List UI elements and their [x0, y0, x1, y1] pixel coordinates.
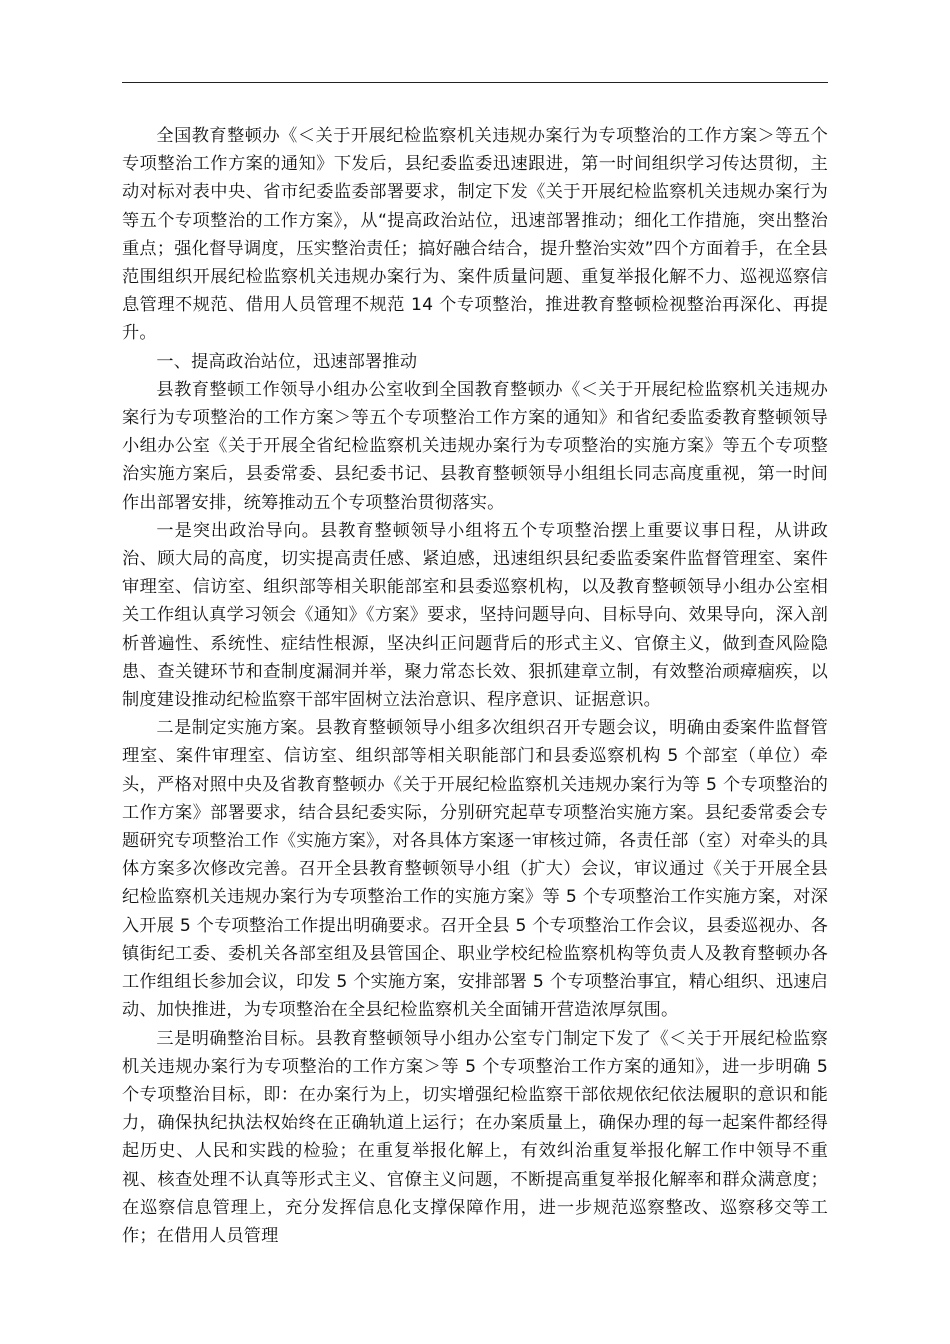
- document-body: [122, 122, 828, 1250]
- paragraph-notice-received: 县教育整顿工作领导小组办公室收到全国教育整顿办《＜关于开展纪检监察机关违规办案行为专项整治的工作方案＞等五个专项整治工作方案的通知》和省纪委监委教育整顿领导小组办公室《关于开展全省纪检监察机关违规办案行为专项整治的实施方案》等五个专项整治实施方案后，县委常委、县纪委书记、县教育整顿领导小组组长同志高度重视，第一时间作出部署安排，统筹推动五个专项整治贯彻落实。: [122, 379, 828, 513]
- paragraph-political-orientation: 一是突出政治导向。县教育整顿领导小组将五个专项整治摆上重要议事日程，从讲政治、顾大局的高度，切实提高责任感、紧迫感，迅速组织县纪委监委案件监督管理室、案件审理室、信访室、组织部等相关职能部室和县委巡察机构，以及教育整顿领导小组办公室相关工作组认真学习领会《通知》《方案》要求，坚持问题导向、目标导向、效果导向，深入剖析普遍性、系统性、症结性根源，坚决纠正问题背后的形式主义、官僚主义，做到查风险隐患、查关键环节和查制度漏洞并举，聚力常态长效、狠抓建章立制，有效整治顽瘴痼疾，以制度建设推动纪检监察干部牢固树立法治意识、程序意识、证据意识。: [122, 520, 828, 711]
- paragraph-rectification-goals: 三是明确整治目标。县教育整顿领导小组办公室专门制定下发了《＜关于开展纪检监察机关违规办案行为专项整治的工作方案＞等 5 个专项整治工作方案的通知》，进一步明确 5 个专项整治目标，即：在办案行为上，切实增强纪检监察干部依规依纪依法履职的意识和能力，确保执纪执法权始终在正确轨道上运行；在办案质量上，确保办理的每一起案件都经得起历史、人民和实践的检验；在重复举报化解上，有效纠治重复举报化解工作中领导不重视、核查处理不认真等形式主义、官僚主义问题，不断提高重复举报化解率和群众满意度；在巡察信息管理上，充分发挥信息化支撑保障作用，进一步规范巡察整改、巡察移交等工作；在借用人员管理: [122, 1028, 828, 1246]
- paragraph-implementation-plan: 二是制定实施方案。县教育整顿领导小组多次组织召开专题会议，明确由委案件监督管理室、案件审理室、信访室、组织部等相关职能部门和县委巡察机构 5 个部室（单位）牵头，严格对照中央及省教育整顿办《关于开展纪检监察机关违规办案行为等 5 个专项整治的工作方案》部署要求，结合县纪委实际，分别研究起草专项整治实施方案。县纪委常委会专题研究专项整治工作《实施方案》，对各具体方案逐一审核过筛，各责任部（室）对牵头的具体方案多次修改完善。召开全县教育整顿领导小组（扩大）会议，审议通过《关于开展全县纪检监察机关违规办案行为专项整治工作的实施方案》等 5 个专项整治工作实施方案，对深入开展 5 个专项整治工作提出明确要求。召开全县 5 个专项整治工作会议，县委巡视办、各镇街纪工委、委机关各部室组及县管国企、职业学校纪检监察机构等负责人及教育整顿办各工作组组长参加会议，印发 5 个实施方案，安排部署 5 个专项整治事宜，精心组织、迅速启动、加快推进，为专项整治在全县纪检监察机关全面铺开营造浓厚氛围。: [122, 718, 828, 1021]
- header-rule: [122, 82, 828, 83]
- section-heading-1: 一、提高政治站位，迅速部署推动: [156, 351, 418, 372]
- intro-paragraph: 全国教育整顿办《＜关于开展纪检监察机关违规办案行为专项整治的工作方案＞等五个专项整治工作方案的通知》下发后，县纪委监委迅速跟进，第一时间组织学习传达贯彻，主动对标对表中央、省市纪委监委部署要求，制定下发《关于开展纪检监察机关违规办案行为等五个专项整治的工作方案》，从“提高政治站位，迅速部署推动；细化工作措施，突出整治重点；强化督导调度，压实整治责任；搞好融合结合，提升整治实效”四个方面着手，在全县范围组织开展纪检监察机关违规办案行为、案件质量问题、重复举报化解不力、巡视巡察信息管理不规范、借用人员管理不规范 14 个专项整治，推进教育整顿检视整治再深化、再提升。: [122, 126, 828, 344]
